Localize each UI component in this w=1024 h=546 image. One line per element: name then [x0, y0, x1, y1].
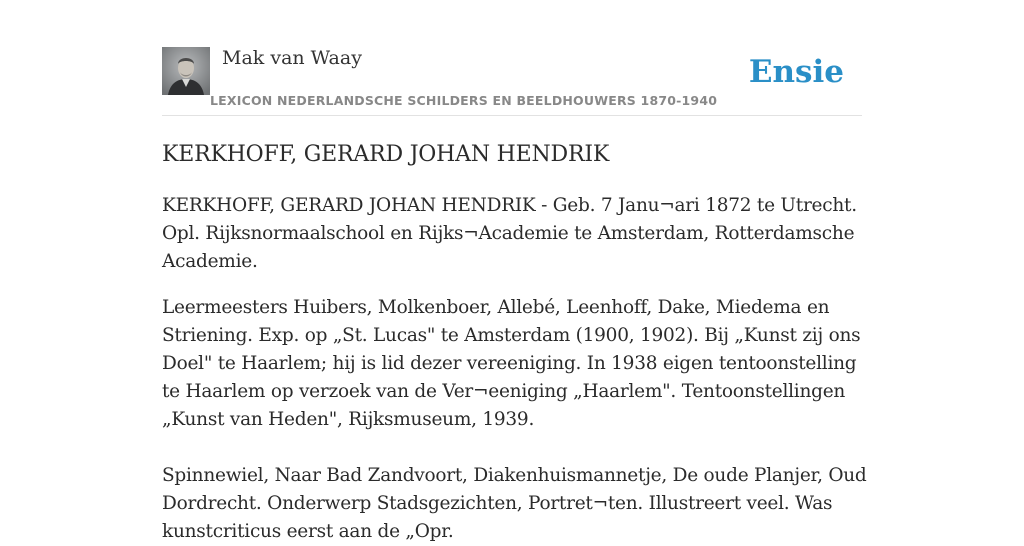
- article-title: KERKHOFF, GERARD JOHAN HENDRIK: [162, 142, 610, 167]
- article-paragraph: Spinnewiel, Naar Bad Zandvoort, Diakenhuismannetje, De oude Planjer, Oud Dordrecht. Onderwerp Stadsgezichten, Portret¬ten. Illustreert veel. Was kunstcriticus eerst aan de „Opr.: [162, 465, 867, 542]
- author-name[interactable]: Mak van Waay: [222, 47, 362, 69]
- source-title[interactable]: LEXICON NEDERLANDSCHE SCHILDERS EN BEELDHOUWERS 1870-1940: [210, 93, 718, 108]
- article-body: [162, 138, 867, 546]
- article-paragraph: Leermeesters Huibers, Molkenboer, Allebé, Leenhoff, Dake, Miedema en Striening. Exp. op „St. Lucas" te Amsterdam (1900, 1902). Bij „Kunst zij ons Doel" te Haarlem; hij is lid dezer vereeniging. In 1938 eigen tentoonstelling te Haarlem op verzoek van de Ver¬eeniging „Haarlem". Tentoonstellingen „Kunst van Heden", Rijksmuseum, 1939.: [162, 297, 861, 430]
- article-paragraph: KERKHOFF, GERARD JOHAN HENDRIK - Geb. 7 Janu¬ari 1872 te Utrecht. Opl. Rijksnormaalschool en Rijks¬Academie te Amsterdam, Rotterdamsche Academie.: [162, 195, 857, 272]
- brand-logo[interactable]: Ensie: [748, 54, 844, 90]
- author-portrait-image: [162, 47, 210, 95]
- author-avatar[interactable]: [162, 47, 210, 95]
- article-header: [162, 46, 862, 116]
